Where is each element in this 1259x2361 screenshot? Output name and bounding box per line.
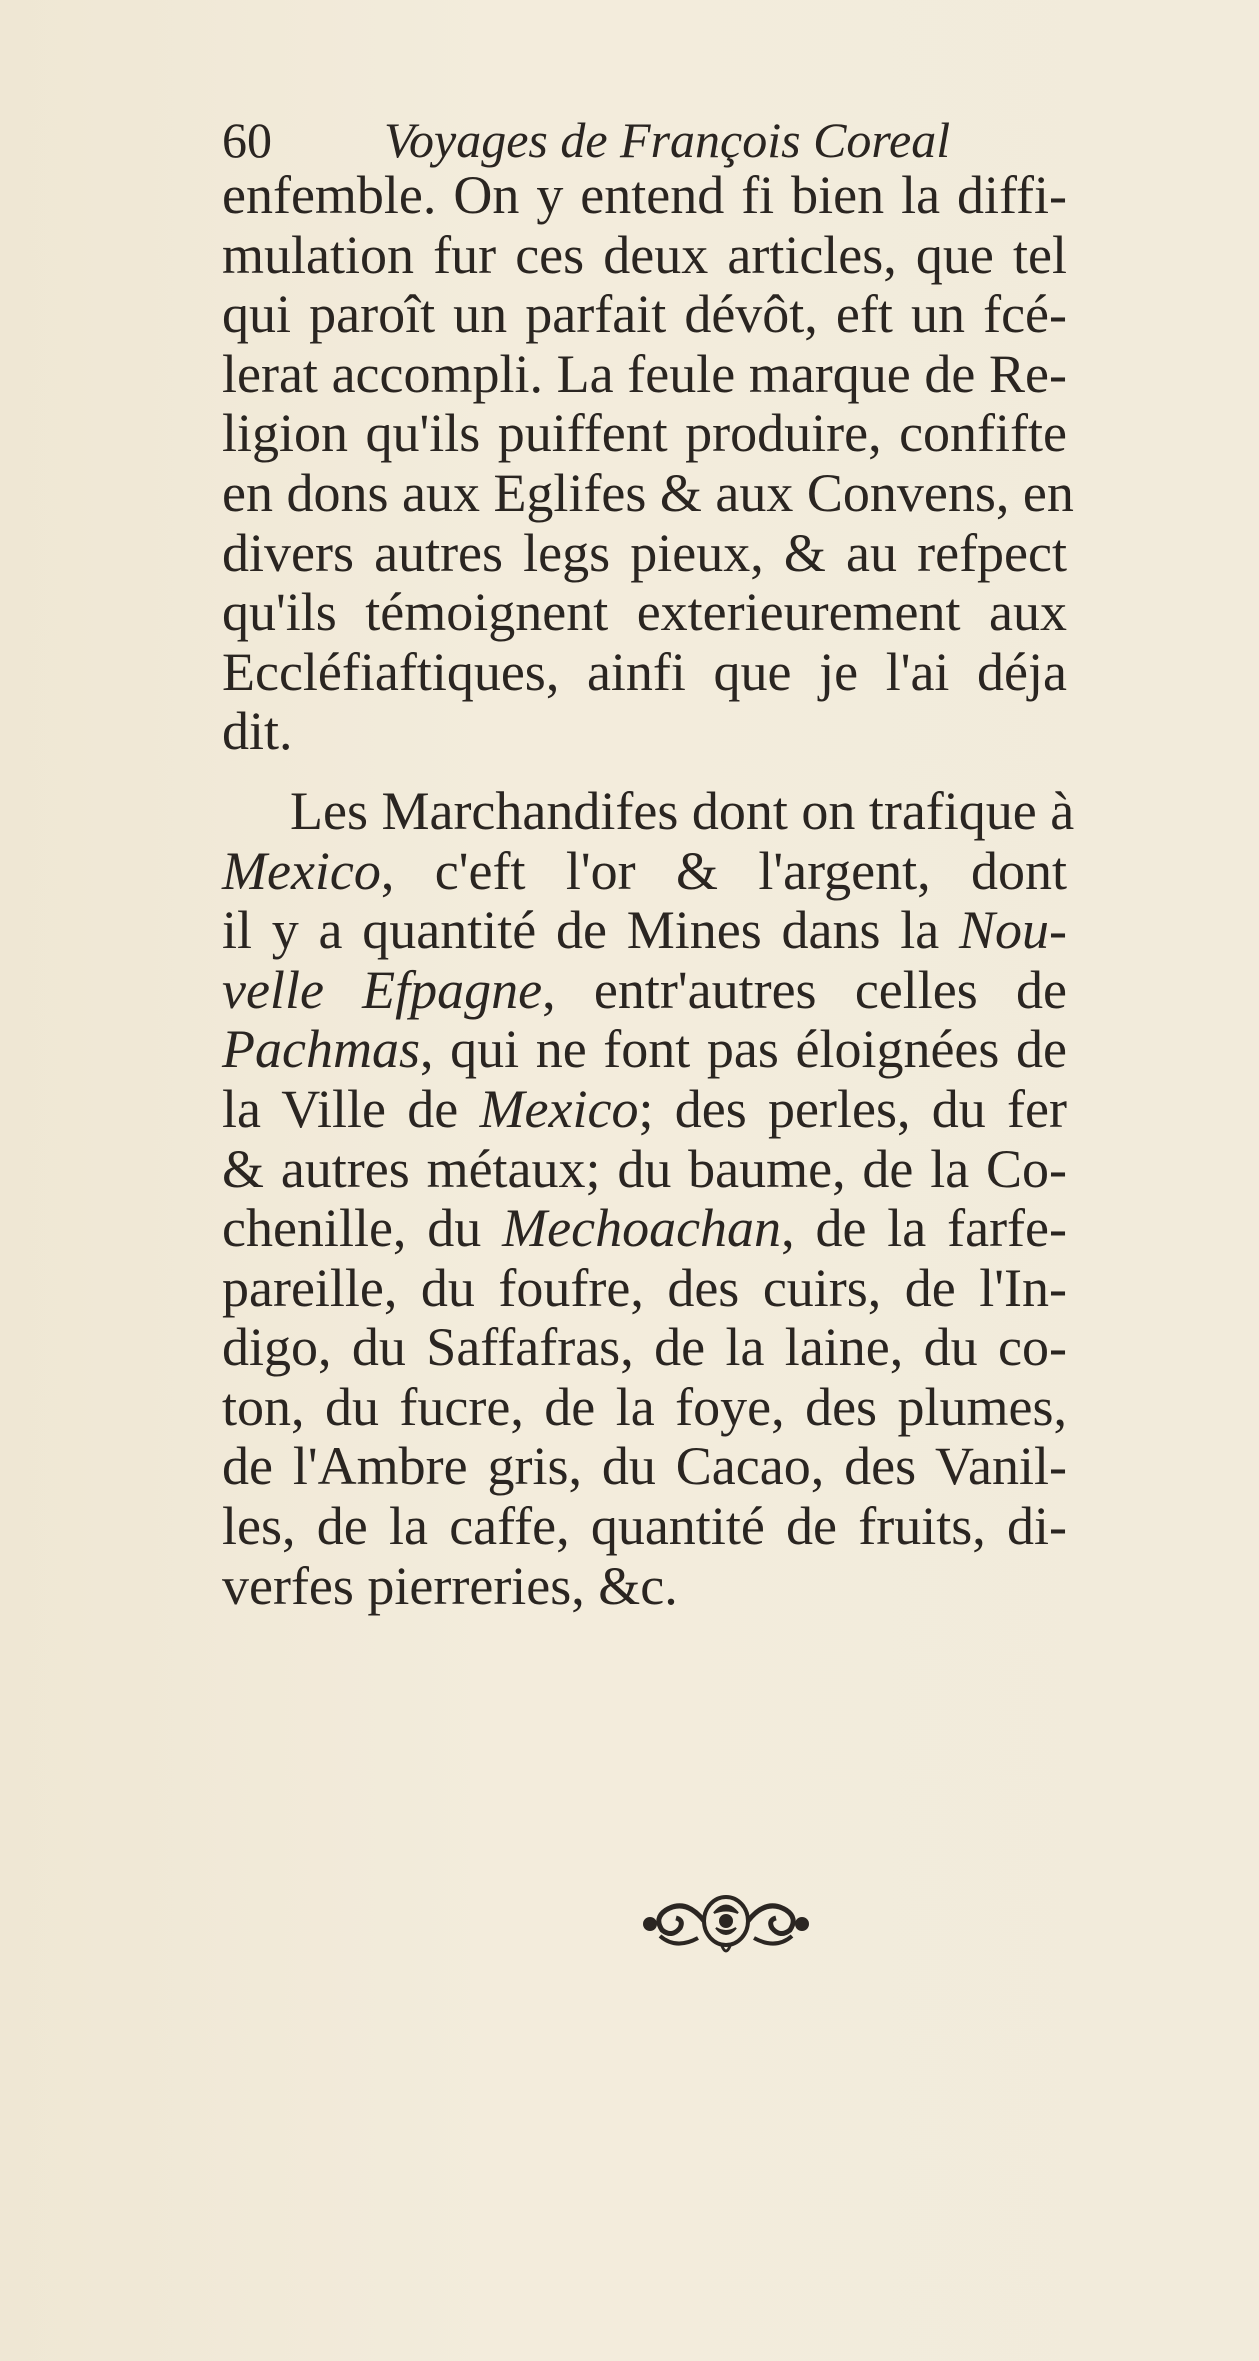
text-line: divers autres legs pieux, & au refpect — [222, 522, 1067, 583]
text-line: verfes pierreries, &c. — [222, 1555, 678, 1616]
text-line: ton, du fucre, de la foye, des plumes, — [222, 1376, 1067, 1437]
text-line: velle Efpagne, entr'autres celles de — [222, 959, 1067, 1020]
text-line: Les Marchandifes dont on trafique à — [290, 780, 1075, 841]
text-line: la Ville de Mexico; des perles, du fer — [222, 1078, 1067, 1139]
text-line: lerat accompli. La feule marque de Re- — [222, 343, 1067, 404]
text-line: enfemble. On y entend fi bien la diffi- — [222, 165, 1067, 225]
running-title: Voyages de François Coreal — [384, 112, 951, 168]
text-line: qui paroît un parfait dévôt, eft un fcé- — [222, 284, 1067, 345]
text-line: pareille, du foufre, des cuirs, de l'In- — [222, 1257, 1067, 1318]
text-line: Pachmas, qui ne font pas éloignées de — [222, 1019, 1067, 1080]
text-line: en dons aux Eglifes & aux Convens, en — [222, 462, 1074, 523]
printers-ornament-icon — [636, 1888, 816, 1958]
text-line: & autres métaux; du baume, de la Co- — [222, 1138, 1067, 1199]
text-line: les, de la caffe, quantité de fruits, di- — [222, 1496, 1067, 1557]
text-line: Eccléfiaftiques, ainfi que je l'ai déja — [222, 641, 1067, 702]
text-line: Mexico, c'eft l'or & l'argent, dont — [222, 840, 1067, 901]
text-line: ligion qu'ils puiffent produire, confifte — [222, 403, 1067, 464]
page-body — [222, 165, 1075, 1616]
page-header — [222, 108, 1022, 172]
text-line: mulation fur ces deux articles, que tel — [222, 224, 1067, 285]
text-line: digo, du Saffafras, de la laine, du co- — [222, 1317, 1067, 1378]
text-line: chenille, du Mechoachan, de la farfe- — [222, 1198, 1067, 1259]
text-line: dit. — [222, 701, 293, 762]
text-line: de l'Ambre gris, du Cacao, des Vanil- — [222, 1436, 1067, 1497]
text-line: qu'ils témoignent exterieurement aux — [222, 582, 1067, 643]
text-line: il y a quantité de Mines dans la Nou- — [222, 900, 1067, 961]
page-number: 60 — [222, 112, 272, 168]
